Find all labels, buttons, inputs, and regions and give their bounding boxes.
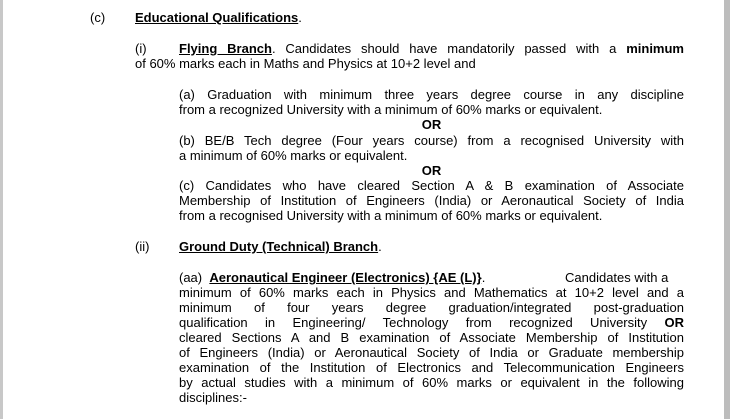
scrollbar[interactable]: [724, 0, 730, 419]
section-title-end: .: [298, 10, 302, 25]
flying-marker: (i): [135, 41, 147, 56]
option-a-line1: (a) Graduation with minimum three years degree course in any discipline: [179, 87, 684, 102]
aa-line4-text: qualification in Engineering/ Technology from recognized University: [179, 315, 648, 330]
section-marker: (c): [90, 10, 106, 25]
aa-title-end: .: [481, 270, 486, 285]
aa-line8: by actual studies with a minimum of 60% marks or equivalent in the following: [179, 375, 684, 390]
option-c-line2: Membership of Institution of Engineers (India) or Aeronautical Society of India: [179, 193, 684, 208]
page-left-edge: [0, 0, 3, 419]
ground-heading: [179, 239, 382, 254]
option-c-line1: (c) Candidates who have cleared Section A & B examination of Associate: [179, 178, 684, 193]
ground-marker: (ii): [135, 239, 150, 254]
aa-line7: examination of the Institution of Electronics and Telecommunication Engineers: [179, 360, 684, 375]
or-separator-2: OR: [421, 163, 442, 178]
aa-line4: [179, 315, 684, 330]
section-title: Educational Qualifications: [135, 10, 299, 25]
aa-line4-or: OR: [664, 315, 685, 330]
option-b-line2: a minimum of 60% marks or equivalent.: [179, 148, 408, 163]
flying-paragraph-line2: of 60% marks each in Maths and Physics at 10+2 level and: [135, 56, 476, 71]
aa-intro: Candidates with a: [565, 270, 669, 285]
flying-bold-minimum: minimum: [626, 41, 684, 56]
flying-text1: . Candidates should have mandatorily passed with a: [271, 41, 627, 56]
aa-line3: minimum of four years degree graduation/integrated post-graduation: [179, 300, 684, 315]
option-b-line1: (b) BE/B Tech degree (Four years course) from a recognised University with: [179, 133, 684, 148]
ground-title-end: .: [378, 239, 382, 254]
aa-heading: [179, 270, 485, 285]
aa-line5: cleared Sections A and B examination of Associate Membership of Institution: [179, 330, 684, 345]
flying-title: Flying Branch: [179, 41, 272, 56]
option-c-line3: from a recognised University with a minimum of 60% marks or equivalent.: [179, 208, 603, 223]
ground-title: Ground Duty (Technical) Branch: [179, 239, 379, 254]
aa-line2: minimum of 60% marks each in Physics and Mathematics at 10+2 level and a: [179, 285, 684, 300]
option-a-line2: from a recognized University with a minimum of 60% marks or equivalent.: [179, 102, 603, 117]
aa-title: Aeronautical Engineer (Electronics) {AE (L)}: [209, 270, 482, 285]
or-separator-1: OR: [421, 117, 442, 132]
aa-line6: of Engineers (India) or Aeronautical Society of India or Graduate membership: [179, 345, 684, 360]
aa-line9: disciplines:-: [179, 390, 247, 405]
aa-marker: (aa): [179, 270, 203, 285]
section-heading: [135, 10, 302, 25]
flying-paragraph-line1: [179, 41, 684, 56]
